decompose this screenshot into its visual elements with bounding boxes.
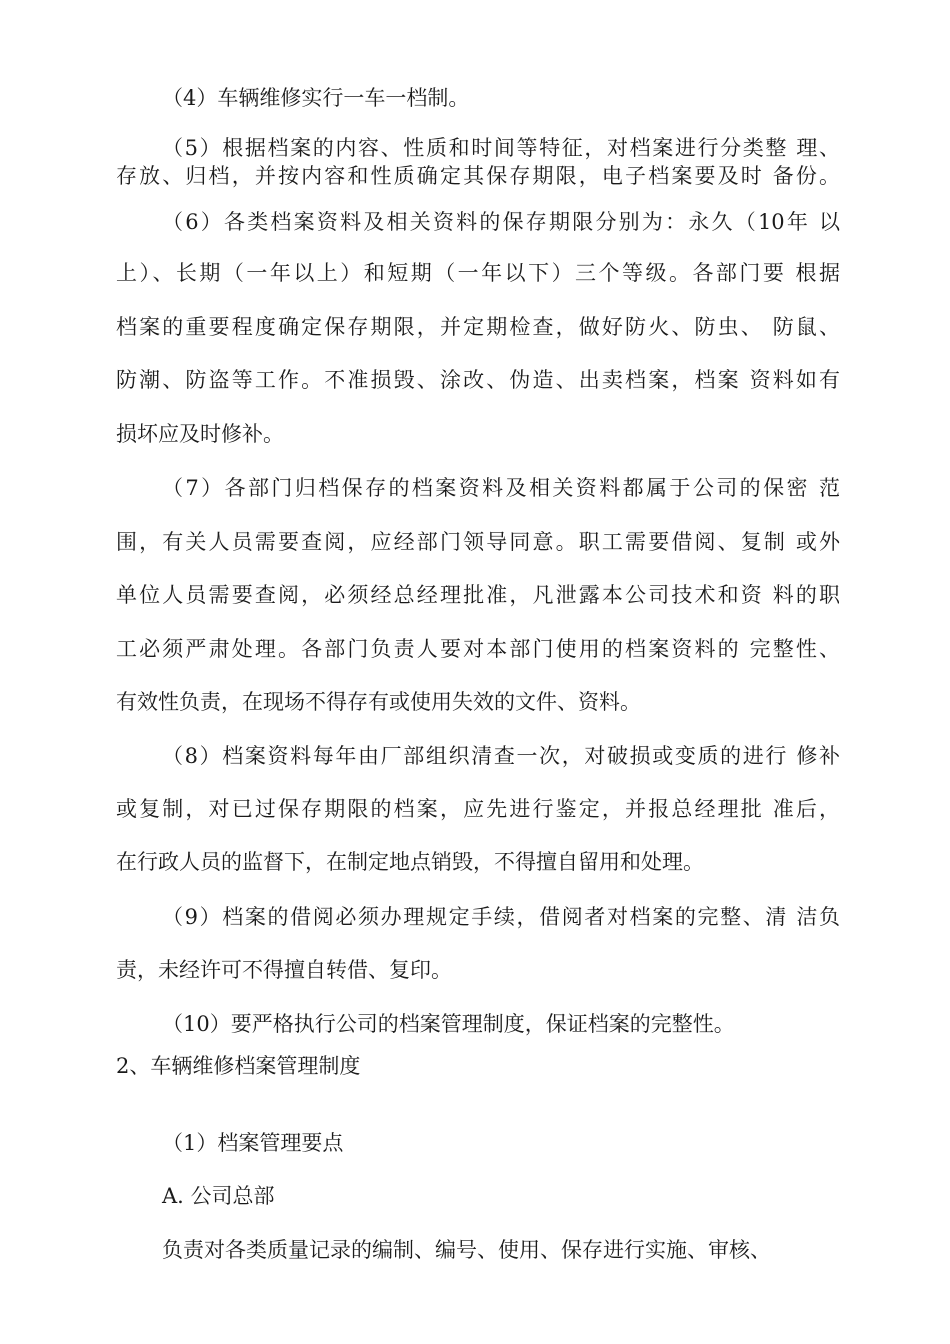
paragraph-6-line-2: 上）、长期（一年以上）和短期（一年以下）三个等级。各部门要 根据 <box>116 261 840 285</box>
subsection-heading: （1）档案管理要点 <box>162 1131 344 1155</box>
paragraph-7-line-4: 工必须严肃处理。各部门负责人要对本部门使用的档案资料的 完整性、 <box>116 637 840 661</box>
paragraph-8-line-1: （8）档案资料每年由厂部组织清查一次，对破损或变质的进行 修补 <box>162 744 840 768</box>
paragraph-5-line-1: （5）根据档案的内容、性质和时间等特征，对档案进行分类整 理、 <box>162 136 840 160</box>
paragraph-7-line-1: （7）各部门归档保存的档案资料及相关资料都属于公司的保密 范 <box>162 476 840 500</box>
paragraph-10-line-1: （10）要严格执行公司的档案管理制度，保证档案的完整性。 <box>162 1012 735 1036</box>
paragraph-7-line-2: 围，有关人员需要查阅，应经部门领导同意。职工需要借阅、复制 或外 <box>116 530 840 554</box>
paragraph-6-line-5: 损坏应及时修补。 <box>116 422 284 446</box>
paragraph-9-line-2: 责，未经许可不得擅自转借、复印。 <box>116 958 452 982</box>
section-heading: 2、车辆维修档案管理制度 <box>116 1054 361 1078</box>
paragraph-6-line-3: 档案的重要程度确定保存期限，并定期检查，做好防火、防虫、 防鼠、 <box>116 315 840 339</box>
paragraph-6-line-4: 防潮、防盗等工作。不准损毁、涂改、伪造、出卖档案，档案 资料如有 <box>116 368 840 392</box>
paragraph-7-line-3: 单位人员需要查阅，必须经总经理批准，凡泄露本公司技术和资 料的职 <box>116 583 840 607</box>
paragraph-9-line-1: （9）档案的借阅必须办理规定手续，借阅者对档案的完整、清 洁负 <box>162 905 840 929</box>
paragraph-6-line-1: （6）各类档案资料及相关资料的保存期限分别为：永久（10年 以 <box>162 210 840 234</box>
paragraph-5-line-2: 存放、归档，并按内容和性质确定其保存期限，电子档案要及时 备份。 <box>116 164 840 188</box>
paragraph-8-line-2: 或复制，对已过保存期限的档案，应先进行鉴定，并报总经理批 准后， <box>116 797 840 821</box>
paragraph-8-line-3: 在行政人员的监督下，在制定地点销毁，不得擅自留用和处理。 <box>116 850 704 874</box>
body-paragraph-line-1: 负责对各类质量记录的编制、编号、使用、保存进行实施、审核、 <box>162 1238 771 1262</box>
paragraph-4-line-1: （4）车辆维修实行一车一档制。 <box>162 86 470 110</box>
paragraph-7-line-5: 有效性负责，在现场不得存有或使用失效的文件、资料。 <box>116 690 641 714</box>
item-heading: A. 公司总部 <box>162 1184 275 1208</box>
